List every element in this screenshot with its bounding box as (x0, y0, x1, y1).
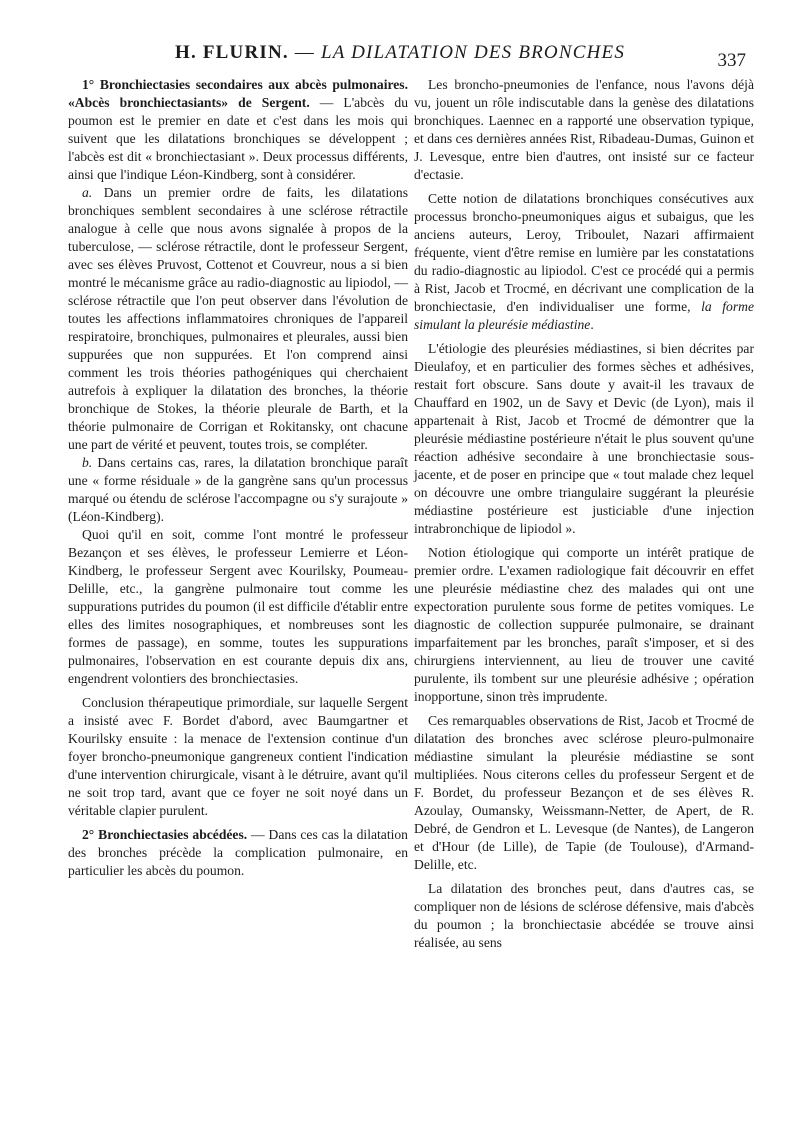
paragraph-mediastinal-pleurisy: L'étiologie des pleurésies médiastines, si bien décrites par Dieulafoy, et en particulier des formes sèches et adhésives, restait fort obscure. Sans doute y avait-il les travaux de Chauffard en 1902, un de Savy et Devic (de Lyon), mais il appartenait à Rist, Jacob et Trocmé de démontrer que la pleurésie médiastine postérieure n'était le plus souvent qu'une réaction adhésive secondaire à une bronchiectasie sous-jacente, et de poser en principe que « tout malade chez lequel on découvre une ombre triangulaire suggérant la pleurésie médiastine postérieure est justiciable d'une injection intrabronchique de lipiodol ». (414, 341, 754, 536)
paragraph-secondary-bronchiectasis (68, 76, 408, 184)
section-number: 2° (82, 827, 95, 842)
paragraph-lipiodol (414, 190, 754, 334)
paragraph-lead: b. (82, 455, 93, 470)
paragraph-abscess-complication: La dilatation des bronches peut, dans d'autres cas, se compliquer non de lésions de sclérose défensive, mais d'abcès du poumon ; la bronchiectasie abcédée se trouve ainsi réalisée, au sens (414, 881, 754, 950)
left-column (68, 76, 408, 880)
running-head-separator: — (288, 42, 321, 63)
paragraph-text: Dans un premier ordre de faits, les dilatations bronchiques semblent secondaires à une sclérose rétractile analogue à celle que nous avons signalée à propos de la tuberculose, — sclérose rétractile, dont le professeur Sergent, avec ses élèves Pruvost, Cottenot et Couvreur, nous a si bien montré le mécanisme grâce au radio-diagnostic au lipiodol, — sclérose rétractile que l'on peut observer dans l'évolution de toutes les affections inflammatoires chroniques de l'appareil respiratoire, bronchiques, pulmonaires et pleurales, aussi bien suppurées que non suppurées. Et l'on comprend ainsi comment les trois théories pathogéniques qui cherchaient autrefois à expliquer la dilatation des bronches, la théorie bronchique de Stokes, la théorie pleurale de Barth, et la théorie pulmonaire de Corrigan et Rokitansky, ont chacune une part de vérité et peuvent, toutes trois, se compléter. (68, 185, 408, 452)
paragraph-bronchopneumonia: Les broncho-pneumonies de l'enfance, nous l'avons déjà vu, jouent un rôle indiscutable dans la genèse des dilatations bronchiques. Laennec en a rapporté une observation typique, et dans ces dernières années Rist, Ribadeau-Dumas, Guinon et J. Levesque, entre bien d'autres, ont insisté sur ce facteur d'ectasie. (414, 77, 754, 182)
paragraph-gangrene: Quoi qu'il en soit, comme l'ont montré le professeur Bezançon et ses élèves, le professeur Lemierre et Léon-Kindberg, le professeur Sergent avec Kourilsky, Poumeau-Delille, etc., la gangrène pulmonaire tout comme les suppurations putrides du poumon (il est difficile d'établir entre elles des limites nosographiques, et nombreuses sont les formes de passage), en somme, toutes les suppurations pulmonaires, l'observation en est courante depuis dix ans, engendrent volontiers des bronchiectasies. (68, 527, 408, 686)
paragraph-text: Dans certains cas, rares, la dilatation bronchique paraît une « forme résiduale » de la gangrène sans qu'un processus marqué ou étendu de sclérose l'accompagne ou s'y surajoute » (Léon-Kindberg). (68, 455, 408, 524)
paragraph-lead: a. (82, 185, 93, 200)
emphasized-term: la forme simulant la pleurésie médiastine (414, 299, 754, 332)
paragraph-end: . (590, 317, 594, 332)
paragraph-abscessed-bronchiectasis (68, 826, 408, 880)
section-heading: Bronchiectasies secondaires aux abcès pulmonaires. «Abcès bronchiectasiants» de Sergent. (68, 77, 409, 110)
paragraph-practical-interest: Notion étiologique qui comporte un intérêt pratique de premier ordre. L'examen radiologique fait découvrir en effet une pleurésie médiastine chez des malades qui ont une expectoration purulente sous forme de petites vomiques. Le diagnostic de collection suppurée pulmonaire, se drainant imparfaitement par les bronches, paraît s'imposer, et si des chirurgiens interviennent, au lieu de trouver une cavité purulente, ils tombent sur une pleurésie adhésive ; opération inopportune, sinon très imprudente. (414, 545, 754, 704)
paragraph-therapeutic-conclusion: Conclusion thérapeutique primordiale, sur laquelle Sergent a insisté avec F. Bordet d'abord, avec Baumgartner et Kourilsky ensuite : la menace de l'extension continue d'un foyer broncho-pneumonique gangreneux contient l'indication d'une intervention chirurgicale, visant à le détruire, avant qu'il ne soit trop tard, avant que ce foyer ne soit noyé dans un véritable clapier purulent. (68, 695, 408, 818)
paragraph-text: — Dans ces cas la dilatation des bronches précède la complication pulmonaire, en particulier les abcès du poumon. (68, 827, 408, 878)
right-column (414, 76, 754, 952)
running-head-author: H. FLURIN. (174, 42, 289, 63)
page-number: 337 (717, 50, 746, 71)
paragraph-b (68, 454, 408, 526)
paragraph-observations: Ces remarquables observations de Rist, Jacob et Trocmé de dilatation des bronches avec sclérose pleuro-pulmonaire médiastine simulant la pleurésie médiastine se sont multipliées. Nous citerons celles du professeur Sergent et de F. Bordet, du professeur Bezançon et de ses élèves R. Azoulay, Oumansky, Weissmann-Netter, de Apert, de R. Debré, de Gendron et L. Levesque (de Nantes), de Langeron et d'Hour (de Lille), de Tapie (de Toulouse), d'Armand-Delille, etc. (414, 713, 754, 872)
section-heading: Bronchiectasies abcédées. (98, 827, 248, 842)
running-head (140, 42, 660, 64)
paragraph-text: Cette notion de dilatations bronchiques consécutives aux processus broncho-pneumoniques aigus et subaigus, que les anciens auteurs, Leroy, Triboulet, Nazari affirmaient fréquente, vient d'être remise en lumière par les constatations du radio-diagnostic au lipiodol. C'est ce procédé qui a permis à Rist, Jacob et Trocmé, en décrivant une complication de la bronchiectasie, d'en individualiser une forme, (414, 191, 754, 314)
paragraph-text: — L'abcès du poumon est le premier en date et c'est dans les mois qui suivent que les dilatations bronchiques se développent ; l'abcès est dit « bronchiectasiant ». Deux processus différents, ainsi que l'indique Léon-Kindberg, sont à considérer. (68, 95, 408, 182)
page-header (0, 36, 800, 76)
paragraph-a (68, 184, 408, 454)
section-number: 1° (82, 77, 95, 92)
running-head-title: LA DILATATION DES BRONCHES (320, 42, 626, 63)
